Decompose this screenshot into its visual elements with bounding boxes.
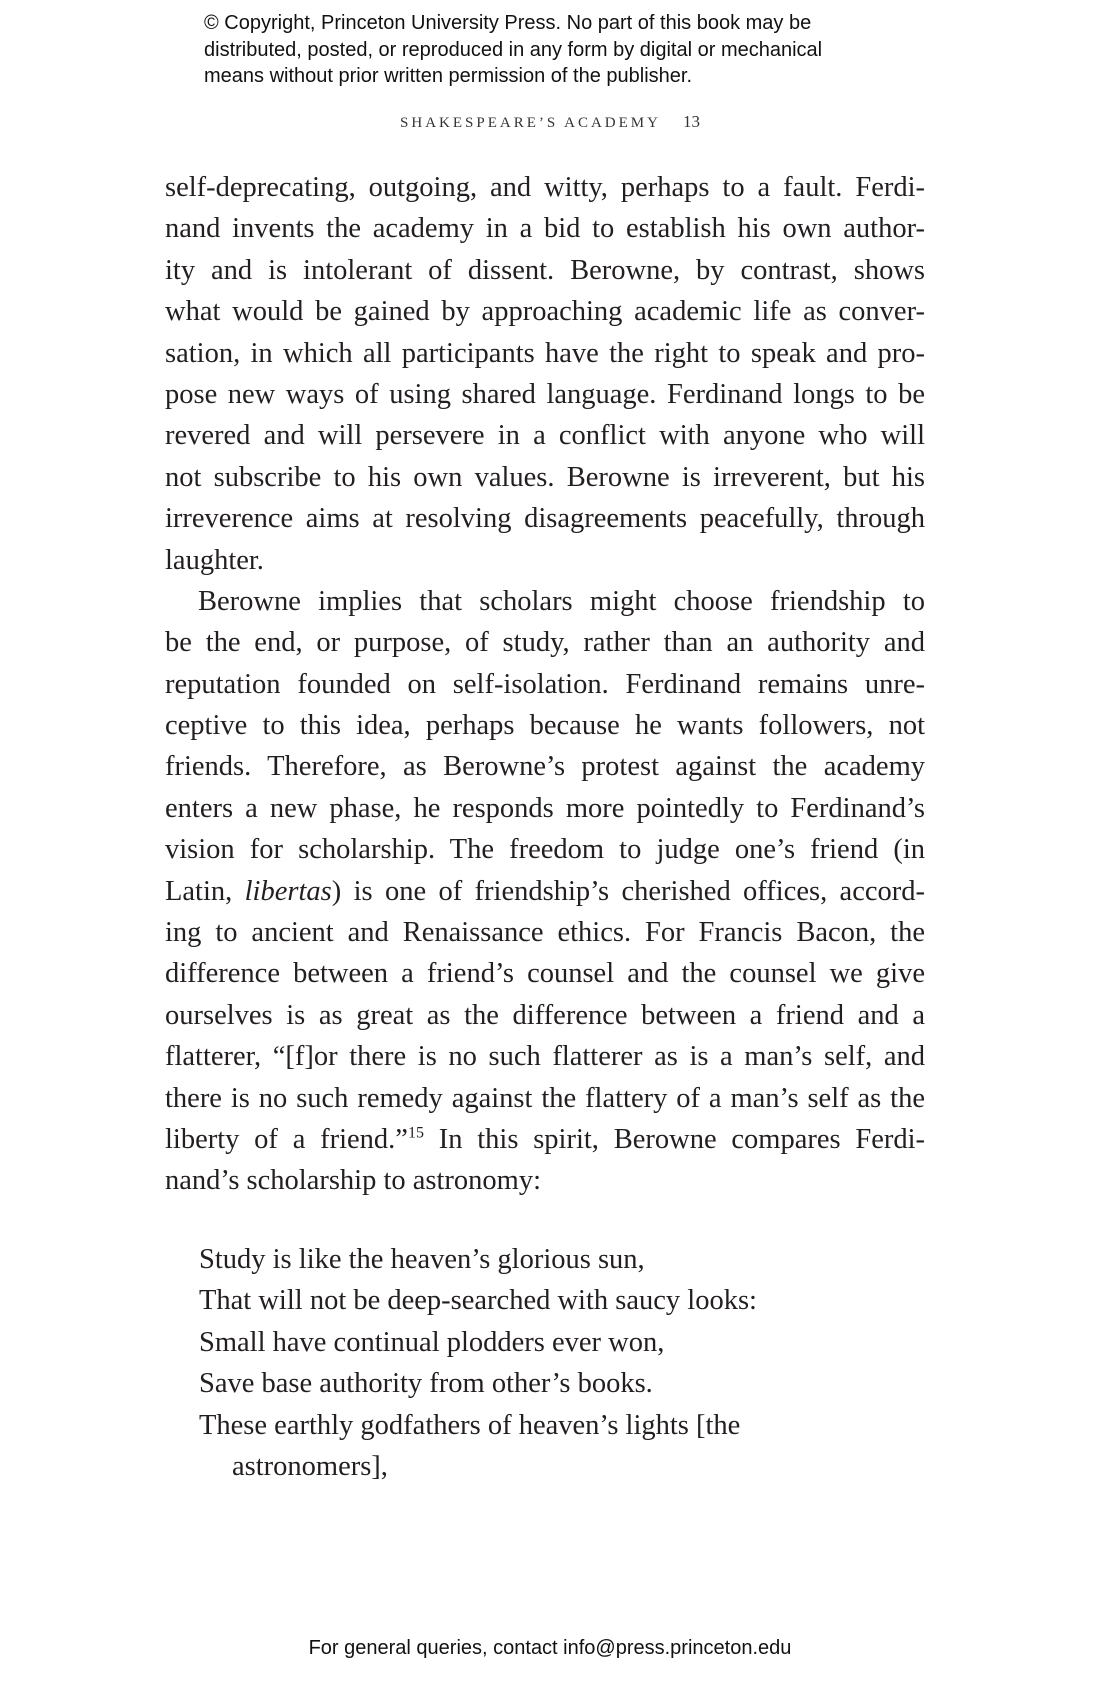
text-run: nand’s scholarship to astronomy: xyxy=(165,1165,541,1197)
text-run: nand invents the academy in a bid to establish his own author- xyxy=(165,213,925,245)
text-line xyxy=(165,540,925,581)
text-line xyxy=(165,788,925,829)
text-line xyxy=(165,622,925,663)
text-line xyxy=(165,167,925,208)
italic-term: libertas xyxy=(244,875,332,907)
verse-line: Study is like the heaven’s glorious sun, xyxy=(199,1244,645,1275)
text-line xyxy=(165,415,925,456)
running-head xyxy=(0,112,1100,132)
text-run: sation, in which all participants have the right to speak and pro- xyxy=(165,337,925,369)
text-run: there is no such remedy against the flattery of a man’s self as the xyxy=(165,1082,925,1114)
text-run: irreverence aims at resolving disagreements peacefully, through xyxy=(165,503,925,535)
text-run: not subscribe to his own values. Berowne is irreverent, but his xyxy=(165,461,925,493)
text-run: flatterer, “[f]or there is no such flatterer as is a man’s self, and xyxy=(165,1041,925,1073)
text-line xyxy=(165,1119,925,1160)
text-line xyxy=(165,1078,925,1119)
text-line xyxy=(165,1160,925,1201)
text-line xyxy=(165,664,925,705)
text-line xyxy=(165,1036,925,1077)
text-run: enters a new phase, he responds more pointedly to Ferdinand’s xyxy=(165,792,925,824)
body-text xyxy=(165,167,925,1202)
text-run: difference between a friend’s counsel and the counsel we give xyxy=(165,958,925,990)
verse-line: Small have continual plodders ever won, xyxy=(199,1326,665,1358)
copyright-notice xyxy=(204,10,822,90)
text-line xyxy=(165,705,925,746)
text-run: pose new ways of using shared language. Ferdinand longs to be xyxy=(165,378,925,410)
footnote-ref[interactable]: 15 xyxy=(407,1124,424,1142)
text-run: reputation founded on self-isolation. Ferdinand remains unre- xyxy=(165,668,925,700)
text-run: Berowne implies that scholars might choose friendship to xyxy=(198,585,925,617)
text-run: liberty of a friend.” xyxy=(165,1123,408,1155)
running-head-title: SHAKESPEARE’S ACADEMY xyxy=(400,115,661,131)
verse-line: These earthly godfathers of heaven’s lights [the xyxy=(199,1409,741,1441)
text-line xyxy=(165,995,925,1036)
verse-line: That will not be deep-searched with saucy looks: xyxy=(199,1285,757,1317)
text-line xyxy=(165,333,925,374)
text-line xyxy=(165,953,925,994)
text-run: ourselves is as great as the difference between a friend and a xyxy=(165,999,925,1031)
text-run: Latin, xyxy=(165,875,245,907)
footer-contact: For general queries, contact info@press.princeton.edu xyxy=(308,1637,792,1659)
text-line xyxy=(165,250,925,291)
text-run: laughter. xyxy=(165,544,264,576)
text-line xyxy=(165,291,925,332)
text-line xyxy=(165,746,925,787)
text-run: ) is one of friendship’s cherished offices, accord- xyxy=(331,875,925,907)
text-run: vision for scholarship. The freedom to judge one’s friend (in xyxy=(165,834,925,866)
text-line xyxy=(165,208,925,249)
text-run: what would be gained by approaching academic life as conver- xyxy=(165,296,925,328)
page-number: 13 xyxy=(682,112,700,131)
copyright-line: © Copyright, Princeton University Press. No part of this book may be xyxy=(204,12,812,34)
verse-quotation xyxy=(199,1239,757,1487)
verse-line: Save base authority from other’s books. xyxy=(199,1368,653,1400)
verse-line: astronomers], xyxy=(232,1451,388,1483)
text-line xyxy=(165,912,925,953)
text-run: self-deprecating, outgoing, and witty, perhaps to a fault. Ferdi- xyxy=(165,172,925,203)
text-run: revered and will persevere in a conflict with anyone who will xyxy=(165,420,925,452)
text-line xyxy=(165,829,925,870)
copyright-line: distributed, posted, or reproduced in any form by digital or mechanical xyxy=(204,38,823,61)
text-line xyxy=(165,581,925,622)
text-run: ity and is intolerant of dissent. Berowne, by contrast, shows xyxy=(165,254,925,286)
text-run: friends. Therefore, as Berowne’s protest against the academy xyxy=(165,751,925,783)
text-run: be the end, or purpose, of study, rather than an authority and xyxy=(165,627,925,659)
text-run: In this spirit, Berowne compares Ferdi- xyxy=(423,1123,925,1155)
text-run: ing to ancient and Renaissance ethics. For Francis Bacon, the xyxy=(165,917,925,949)
text-line xyxy=(165,374,925,415)
text-run: ceptive to this idea, perhaps because he wants followers, not xyxy=(165,710,925,742)
text-line xyxy=(165,457,925,498)
text-line xyxy=(165,871,925,912)
copyright-line: means without prior written permission of the publisher. xyxy=(204,65,693,87)
text-line xyxy=(165,498,925,539)
